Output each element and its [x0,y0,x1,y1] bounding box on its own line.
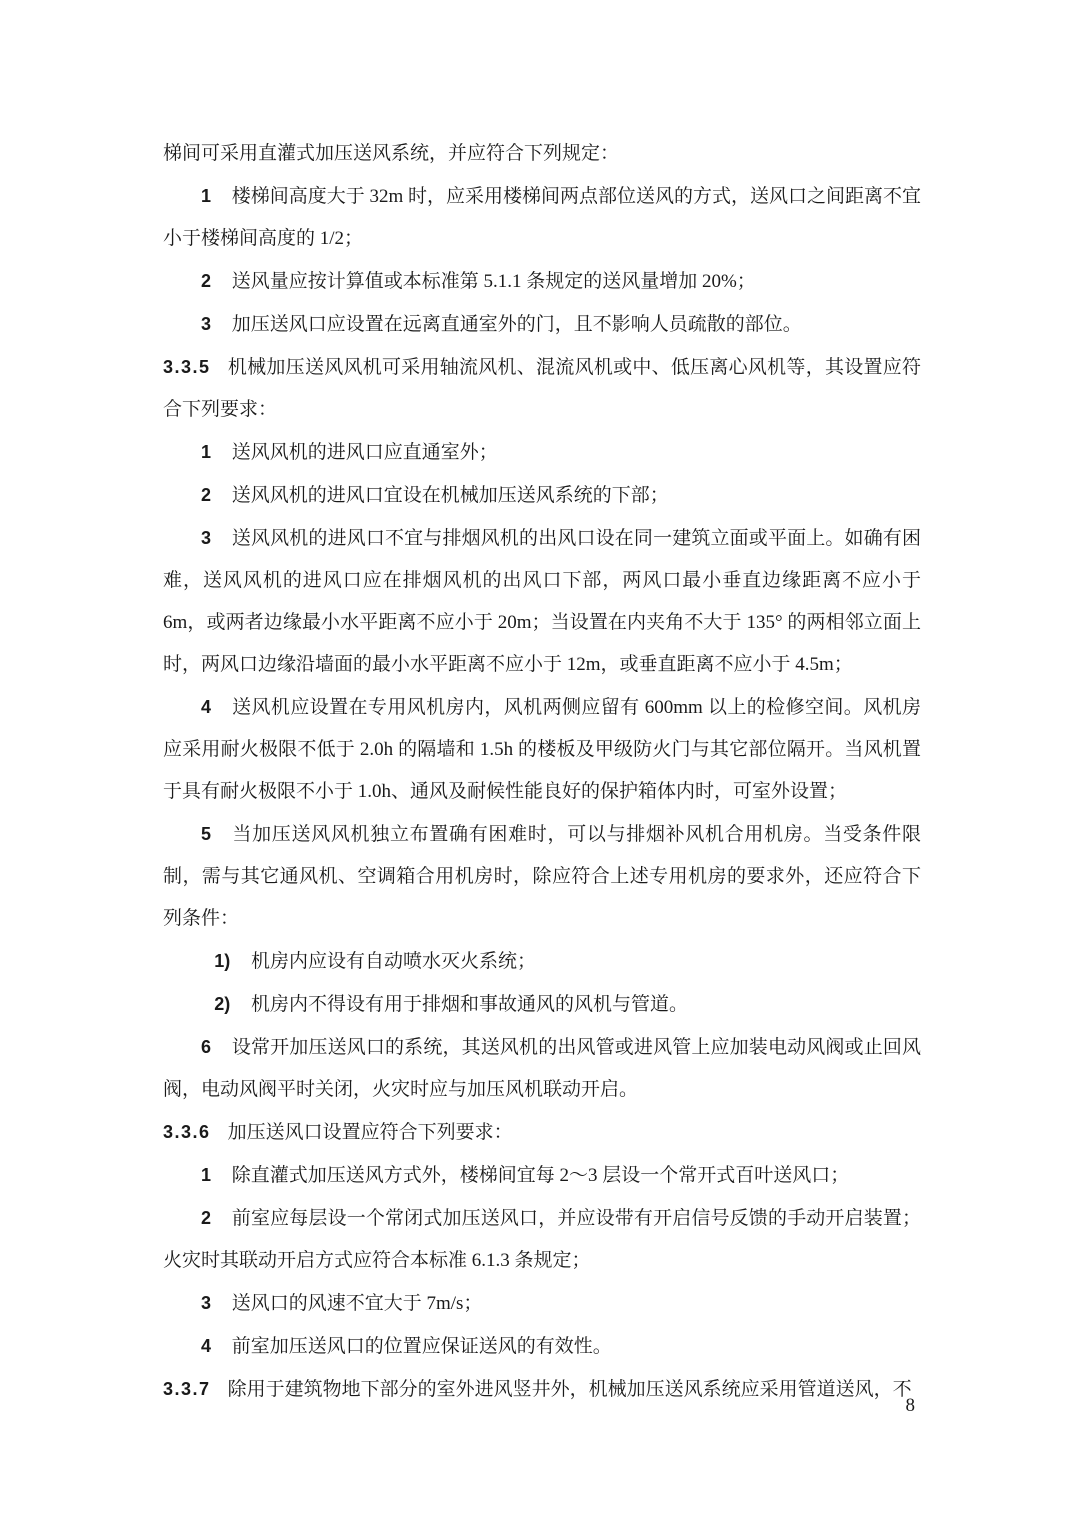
numbered-item-paragraph [163,1325,921,1368]
paragraph-text: 加压送风口设置应符合下列要求： [227,1122,513,1143]
paragraph-text: 设常开加压送风口的系统，其送风机的出风管或进风管上应加装电动风阀或止回风阀，电动风阀平时关闭，火灾时应与加压风机联动开启。 [163,1037,921,1100]
paragraph-text: 机房内不得设有用于排烟和事故通风的风机与管道。 [251,994,689,1015]
item-number: 3 [201,528,212,548]
numbered-item-paragraph [163,175,921,260]
numbered-item-paragraph [163,260,921,303]
paragraph-text: 送风机应设置在专用风机房内，风机两侧应留有 600mm 以上的检修空间。风机房应采用耐火极限不低于 2.0h 的隔墙和 1.5h 的楼板及甲级防火门与其它部位隔开。当风机置于具有耐火极限不小于 1.0h、通风及耐候性能良好的保护箱体内时，可室外设置； [163,697,921,802]
section-clause-paragraph [163,346,921,431]
paragraph-text: 梯间可采用直灌式加压送风系统，并应符合下列规定： [163,143,620,164]
item-number: 5 [201,824,212,844]
item-number: 3 [201,314,212,334]
item-number: 2) [214,994,231,1014]
numbered-item-paragraph [163,474,921,517]
item-number: 2 [201,1208,212,1228]
item-number: 6 [201,1037,212,1057]
numbered-item-paragraph [163,686,921,813]
paragraph-text: 机械加压送风风机可采用轴流风机、混流风机或中、低压离心风机等，其设置应符合下列要求： [163,357,921,420]
item-number: 2 [201,485,212,505]
body-paragraph [163,133,921,175]
numbered-item-paragraph [163,1154,921,1197]
numbered-item-paragraph [163,431,921,474]
page-number: 8 [905,1395,915,1416]
paragraph-text: 加压送风口应设置在远离直通室外的门，且不影响人员疏散的部位。 [231,314,802,335]
sub-item-paragraph [163,940,921,983]
paragraph-text: 楼梯间高度大于 32m 时，应采用楼梯间两点部位送风的方式，送风口之间距离不宜小于楼梯间高度的 1/2； [163,186,921,249]
paragraph-text: 前室应每层设一个常闭式加压送风口，并应设带有开启信号反馈的手动开启装置；火灾时其联动开启方式应符合本标准 6.1.3 条规定； [163,1208,921,1271]
item-number: 1 [201,442,212,462]
paragraph-text: 送风风机的进风口应直通室外； [231,442,498,463]
paragraph-text: 送风风机的进风口不宜与排烟风机的出风口设在同一建筑立面或平面上。如确有困难，送风风机的进风口应在排烟风机的出风口下部，两风口最小垂直边缘距离不应小于 6m，或两者边缘最小水平距离不应小于 20m；当设置在内夹角不大于 135° 的两相邻立面上时，两风口边缘沿墙面的最小水平距离不应小于 12m，或垂直距离不应小于 4.5m； [163,528,921,675]
item-number: 1 [201,186,212,206]
numbered-item-paragraph [163,1282,921,1325]
paragraph-text: 除用于建筑物地下部分的室外进风竖井外，机械加压送风系统应采用管道送风，不 [227,1379,912,1400]
numbered-item-paragraph [163,303,921,346]
paragraph-text: 送风风机的进风口宜设在机械加压送风系统的下部； [231,485,669,506]
sub-item-paragraph [163,983,921,1026]
numbered-item-paragraph [163,1026,921,1111]
item-number: 4 [201,697,212,717]
numbered-item-paragraph [163,517,921,686]
paragraph-text: 当加压送风风机独立布置确有困难时，可以与排烟补风机合用机房。当受条件限制，需与其它通风机、空调箱合用机房时，除应符合上述专用机房的要求外，还应符合下列条件： [163,824,921,929]
section-clause-paragraph [163,1368,921,1411]
numbered-item-paragraph [163,813,921,940]
section-clause-paragraph [163,1111,921,1154]
item-number: 2 [201,271,212,291]
paragraph-text: 前室加压送风口的位置应保证送风的有效性。 [231,1336,612,1357]
item-number: 3 [201,1293,212,1313]
item-number: 1 [201,1165,212,1185]
item-number: 4 [201,1336,212,1356]
paragraph-text: 送风量应按计算值或本标准第 5.1.1 条规定的送风量增加 20%； [231,271,756,292]
paragraph-text: 送风口的风速不宜大于 7m/s； [231,1293,483,1314]
item-number: 1) [214,951,231,971]
paragraph-text: 机房内应设有自动喷水灭火系统； [251,951,537,972]
paragraph-text: 除直灌式加压送风方式外，楼梯间宜每 2～3 层设一个常开式百叶送风口； [231,1165,850,1186]
numbered-item-paragraph [163,1197,921,1282]
clause-number: 3.3.6 [163,1122,211,1142]
clause-number: 3.3.5 [163,357,211,377]
clause-number: 3.3.7 [163,1379,211,1399]
document-body [163,133,921,1411]
